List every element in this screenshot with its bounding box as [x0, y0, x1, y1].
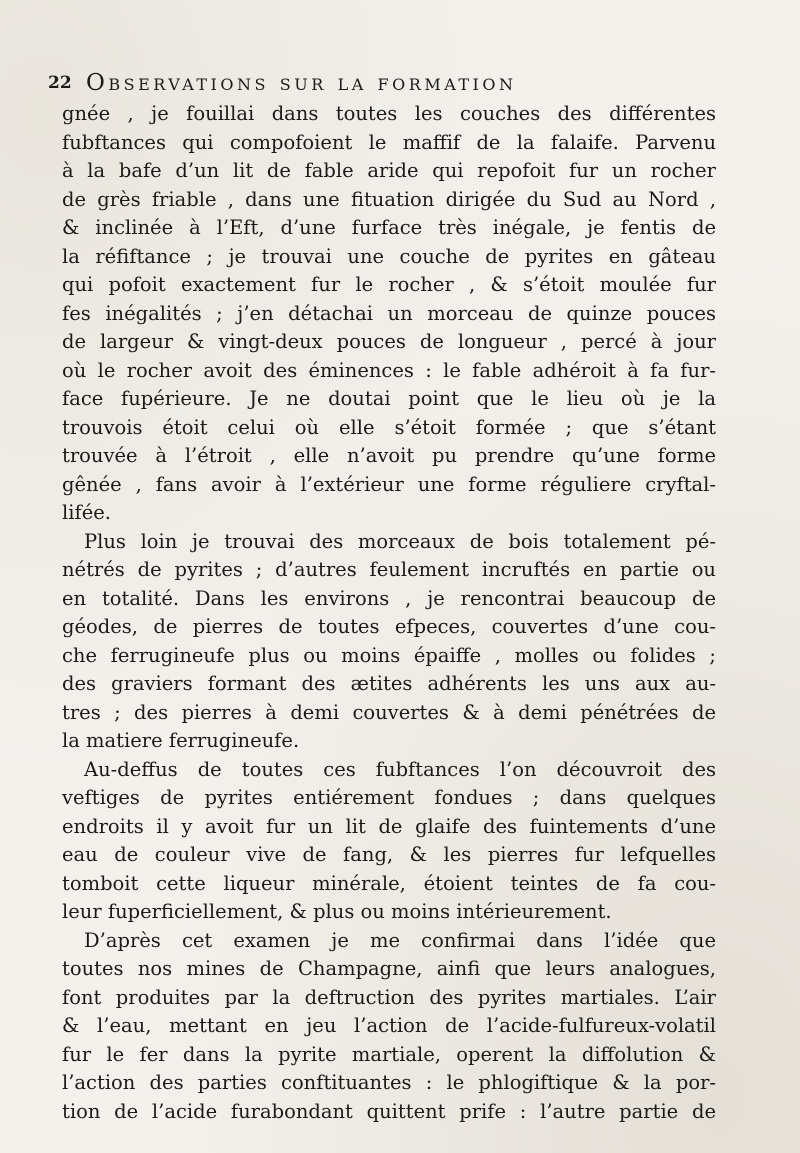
text-line: de largeur & vingt-deux pouces de longueur , percé à jour: [62, 330, 716, 353]
text-line: nétrés de pyrites ; d’autres feulement incruftés en partie ou: [62, 558, 716, 581]
page-number: 22: [48, 73, 72, 93]
text-line: géodes, de pierres de toutes efpeces, couvertes d’une cou-: [62, 615, 716, 638]
text-line: face fupérieure. Je ne doutai point que le lieu où je la: [62, 387, 716, 410]
text-line: tomboit cette liqueur minérale, étoient teintes de fa cou-: [62, 871, 716, 895]
text-line: & inclinée à l’Eft, d’une furface très inégale, je fentis de: [62, 216, 716, 239]
text-line: fubftances qui compofoient le maffif de la falaife. Parvenu: [62, 130, 716, 154]
text-line: D’après cet examen je me confirmai dans l’idée que: [84, 928, 716, 952]
text-line: lifée.: [62, 501, 111, 524]
text-line: Au-deffus de toutes ces fubftances l’on découvroit des: [84, 757, 716, 781]
text-line: la réfiftance ; je trouvai une couche de pyrites en gâteau: [62, 244, 716, 268]
text-line: trouvois étoit celui où elle s’étoit formée ; que s’étant: [62, 415, 716, 439]
text-line: qui pofoit exactement fur le rocher , & s’étoit moulée fur: [62, 273, 716, 296]
text-line: endroits il y avoit fur un lit de glaife des fuintements d’une: [62, 814, 716, 838]
text-line: la matiere ferrugineufe.: [62, 729, 300, 752]
body-text: [62, 100, 716, 1126]
text-line: toutes nos mines de Champagne, ainfi que leurs analogues,: [62, 957, 716, 980]
text-line: veftiges de pyrites entiérement fondues ; dans quelques: [62, 786, 716, 809]
text-line: tion de l’acide furabondant quittent prife : l’autre partie de: [62, 1099, 716, 1123]
text-line: de grès friable , dans une fituation dirigée du Sud au Nord ,: [62, 187, 716, 211]
text-line: che ferrugineufe plus ou moins épaiffe , molles ou folides ;: [62, 643, 716, 667]
text-line: tres ; des pierres à demi couvertes & à demi pénétrées de: [62, 700, 716, 724]
text-line: Plus loin je trouvai des morceaux de bois totalement pé-: [84, 529, 716, 553]
text-line: à la bafe d’un lit de fable aride qui repofoit fur un rocher: [62, 159, 716, 182]
text-line: gênée , fans avoir à l’extérieur une forme réguliere cryftal-: [62, 472, 716, 496]
page-header: [48, 68, 748, 98]
text-line: leur fuperficiellement, & plus ou moins intérieurement.: [62, 900, 612, 923]
text-line: eau de couleur vive de fang, & les pierres fur lefquelles: [62, 843, 716, 866]
text-line: où le rocher avoit des éminences : le fable adhéroit à fa fur-: [62, 358, 716, 382]
text-line: en totalité. Dans les environs , je rencontrai beaucoup de: [62, 586, 716, 610]
text-line: gnée , je fouillai dans toutes les couches des différentes: [62, 102, 716, 125]
text-line: fur le fer dans la pyrite martiale, operent la diffolution &: [62, 1042, 716, 1066]
running-title: Observations sur la formation: [86, 70, 517, 96]
text-line: l’action des parties conftituantes : le phlogiftique & la por-: [62, 1071, 716, 1094]
text-line: font produites par la deftruction des pyrites martiales. L’air: [62, 985, 716, 1009]
text-line: trouvée à l’étroit , elle n’avoit pu prendre qu’une forme: [62, 444, 716, 467]
text-line: fes inégalités ; j’en détachai un morceau de quinze pouces: [62, 301, 716, 325]
text-line: & l’eau, mettant en jeu l’action de l’acide-fulfureux-volatil: [62, 1014, 716, 1037]
text-line: des graviers formant des ætites adhérents les uns aux au-: [62, 672, 716, 695]
